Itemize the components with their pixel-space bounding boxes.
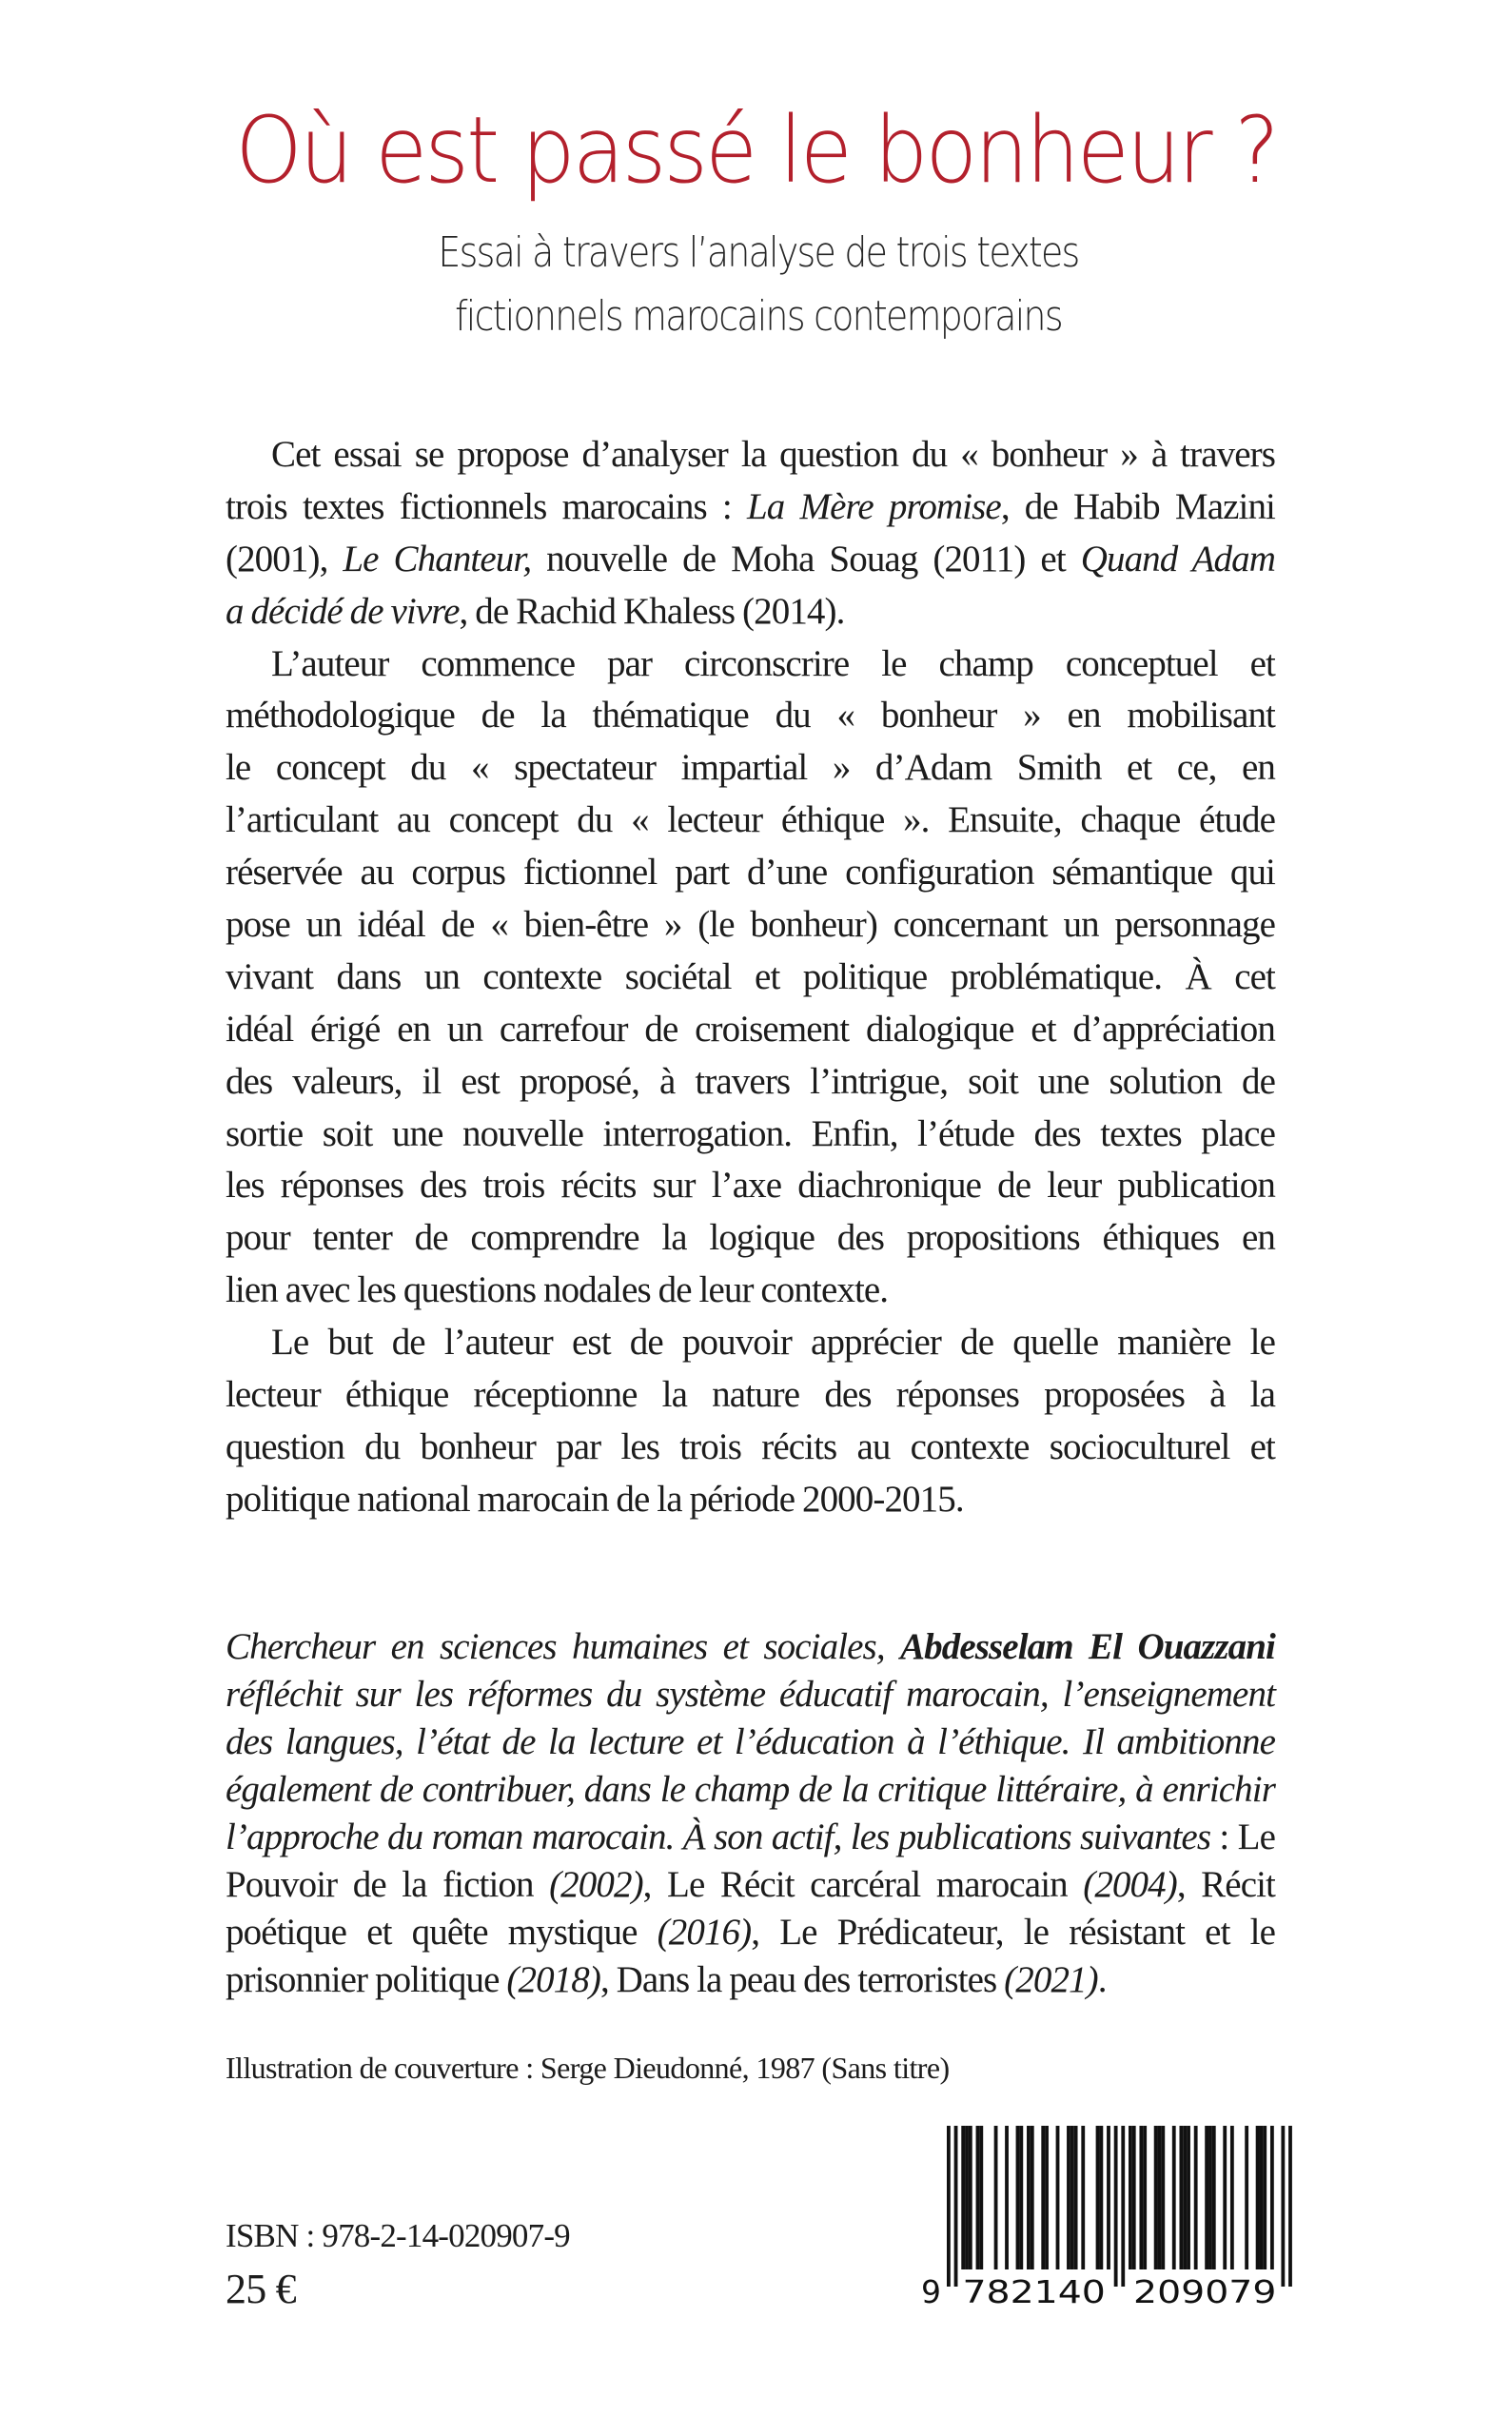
text-run: vivant dans un contexte sociétal et politique problématique. À cet: [226, 955, 1275, 997]
description-line: [226, 1474, 1275, 1526]
text-run: pose un idéal de « bien-être » (le bonheur) concernant un personnage: [226, 904, 1275, 946]
description-line: [226, 481, 1275, 534]
text-run: lecteur éthique réceptionne la nature des réponses proposées à la: [226, 1374, 1275, 1416]
bio-line: [226, 1623, 1275, 1671]
text-run: (2021): [1004, 1959, 1098, 2000]
description-line: [226, 952, 1275, 1004]
text-run: le concept du « spectateur impartial » d’Adam Smith et ce, en: [226, 747, 1275, 789]
description-line: [226, 534, 1275, 586]
text-run: des valeurs, il est proposé, à travers l’intrigue, soit une solution de: [226, 1060, 1275, 1102]
ean13-barcode-icon: [913, 2122, 1304, 2312]
text-run: , Dans la peau des terroristes: [599, 1959, 1005, 2000]
author-name: Abdesselam El Ouazzani: [900, 1626, 1275, 1667]
italic-run: a décidé de vivre: [226, 590, 460, 632]
text-run: l’approche du roman marocain. À son actif, les publications suivantes: [226, 1817, 1211, 1857]
text-run: , Le Récit carcéral marocain: [642, 1864, 1084, 1905]
text-run: trois textes fictionnels marocains :: [226, 485, 747, 527]
price-label: 25 €: [226, 2266, 296, 2312]
bio-line: [226, 1861, 1275, 1909]
text-run: également de contribuer, dans le champ de la critique littéraire, à enrichir: [226, 1769, 1275, 1810]
text-run: prisonnier politique: [226, 1959, 507, 2000]
text-run: réfléchit sur les réformes du système éducatif marocain, l’enseignement: [226, 1674, 1275, 1715]
bio-line: [226, 1909, 1275, 1956]
text-run: (2004): [1083, 1864, 1177, 1905]
text-run: pour tenter de comprendre la logique des propositions éthiques en: [226, 1217, 1275, 1259]
book-subtitle-line-2: fictionnels marocains contemporains: [455, 292, 1062, 341]
text-run: réservée au corpus fictionnel part d’une configuration sémantique qui: [226, 852, 1275, 894]
italic-run: Quand Adam: [1080, 538, 1276, 579]
description-line: [226, 1265, 1275, 1317]
description-line: [226, 690, 1275, 742]
bio-line: [226, 1956, 1275, 2004]
text-run: , de Rachid Khaless (2014).: [459, 590, 845, 632]
text-run: L’auteur commence par circonscrire le champ conceptuel et: [271, 642, 1275, 684]
illustration-credit: Illustration de couverture : Serge Dieudonné, 1987 (Sans titre): [226, 2051, 950, 2085]
description-line: [226, 1109, 1275, 1161]
description-line: [226, 1422, 1275, 1474]
text-run: , de Habib Mazini: [1000, 485, 1275, 527]
bio-line: [226, 1814, 1275, 1861]
text-run: question du bonheur par les trois récits au contexte socioculturel et: [226, 1425, 1275, 1467]
text-run: Cet essai se propose d’analyser la question du « bonheur » à travers: [271, 434, 1275, 475]
text-run: : Le: [1210, 1817, 1275, 1857]
text-run: les réponses des trois récits sur l’axe diachronique de leur publication: [226, 1165, 1275, 1207]
text-run: l’articulant au concept du « lecteur éthique ». Ensuite, chaque étude: [226, 799, 1275, 841]
description-line: [226, 847, 1275, 899]
text-run: des langues, l’état de la lecture et l’éducation à l’éthique. Il ambitionne: [226, 1721, 1275, 1762]
text-run: Chercheur en sciences humaines et sociales,: [226, 1626, 901, 1667]
barcode-digits: 209079: [1133, 2273, 1277, 2310]
text-run: , Récit: [1176, 1864, 1275, 1905]
text-run: (2018): [506, 1959, 600, 2000]
text-run: lien avec les questions nodales de leur contexte.: [226, 1269, 889, 1311]
text-run: nouvelle de Moha Souag (2011) et: [531, 538, 1081, 579]
isbn-number: ISBN : 978-2-14-020907-9: [226, 2217, 570, 2254]
italic-run: Le Chanteur,: [343, 538, 532, 579]
text-run: (2002): [549, 1864, 643, 1905]
italic-run: La Mère promise: [746, 485, 1001, 527]
text-run: (2001),: [226, 538, 344, 579]
bio-line: [226, 1719, 1275, 1766]
description-line: [226, 1004, 1275, 1056]
barcode-digits: 9: [921, 2273, 941, 2310]
text-run: Le but de l’auteur est de pouvoir apprécier de quelle manière le: [271, 1322, 1275, 1364]
description-line: [226, 586, 1275, 638]
text-run: .: [1097, 1959, 1107, 2000]
text-run: , Le Prédicateur, le résistant et le: [751, 1912, 1275, 1953]
barcode-digits: 782140: [962, 2273, 1106, 2310]
text-run: (2016): [657, 1912, 752, 1953]
text-run: sortie soit une nouvelle interrogation. Enfin, l’étude des textes place: [226, 1112, 1275, 1154]
description-line: [226, 1212, 1275, 1265]
description-line: [226, 429, 1275, 481]
text-run: Pouvoir de la fiction: [226, 1864, 550, 1905]
description-line: [226, 1056, 1275, 1109]
description-line: [226, 1317, 1275, 1369]
bio-line: [226, 1671, 1275, 1719]
description-line: [226, 899, 1275, 952]
text-run: idéal érigé en un carrefour de croisement dialogique et d’appréciation: [226, 1008, 1275, 1050]
bio-line: [226, 1766, 1275, 1814]
description-line: [226, 638, 1275, 691]
book-description: [226, 429, 1275, 1526]
description-line: [226, 1369, 1275, 1422]
text-run: méthodologique de la thématique du « bonheur » en mobilisant: [226, 695, 1275, 737]
author-bio: [226, 1623, 1275, 2004]
description-line: [226, 795, 1275, 847]
text-run: politique national marocain de la période 2000-2015.: [226, 1478, 964, 1520]
description-line: [226, 742, 1275, 795]
book-subtitle-line-1: Essai à travers l’analyse de trois textes: [438, 228, 1079, 277]
description-line: [226, 1160, 1275, 1212]
text-run: poétique et quête mystique: [226, 1912, 658, 1953]
book-title: Où est passé le bonheur ?: [235, 97, 1277, 204]
